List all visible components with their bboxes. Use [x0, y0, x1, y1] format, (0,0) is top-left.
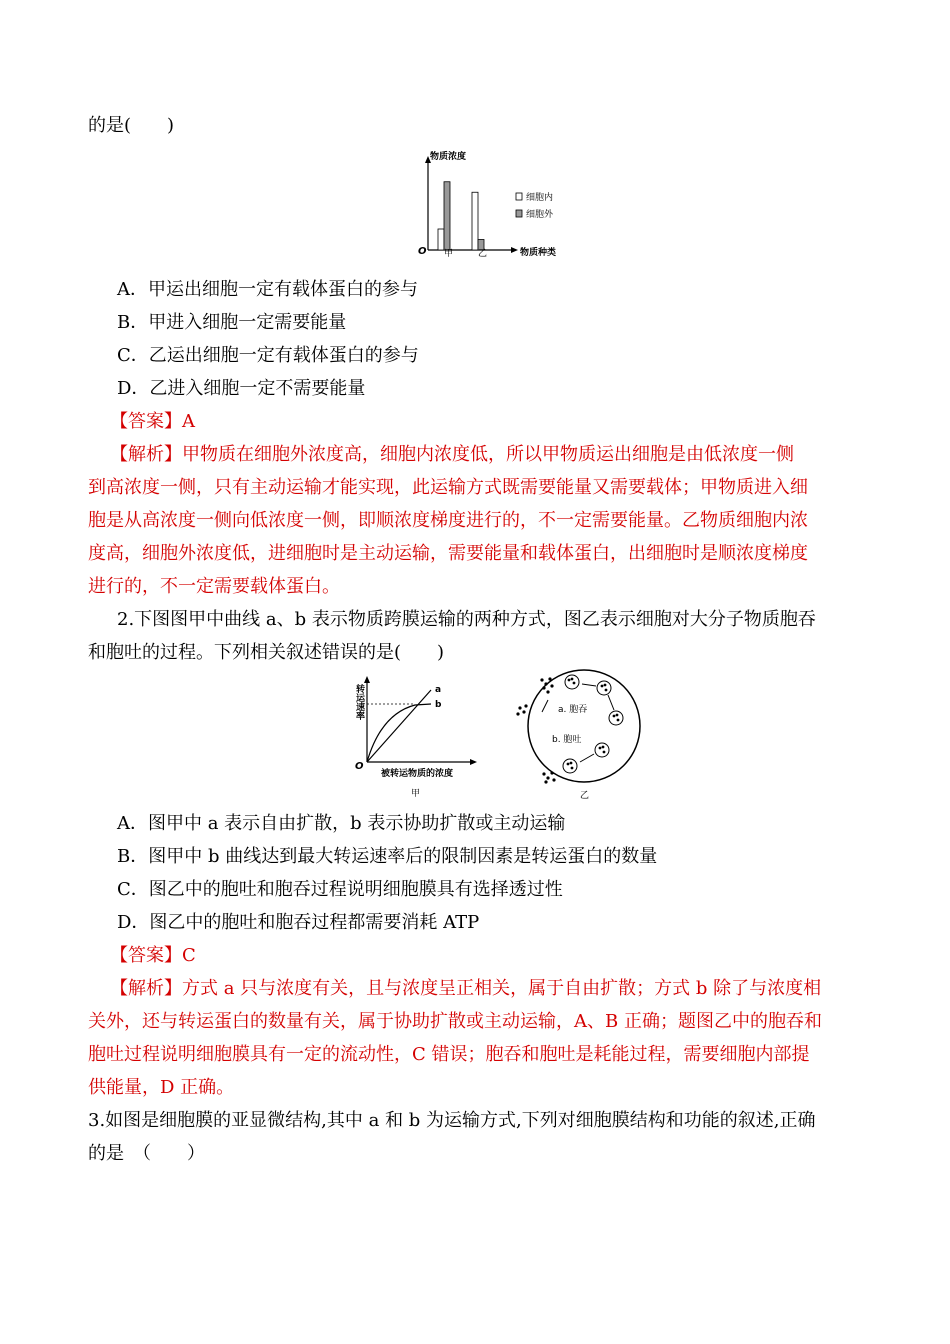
q2b-vesicle: [597, 681, 611, 695]
q2b-caption: 乙: [580, 791, 590, 801]
q2-analysis-line-1: [110, 977, 821, 1001]
q1-answer: 【答案】A: [110, 411, 195, 432]
q1-analysis-line-2: 到高浓度一侧，只有主动运输才能实现，此运输方式既需要能量又需要载体；甲物质进入细: [88, 477, 808, 498]
q2-analysis-text-1: 方式 a 只与浓度有关，且与浓度呈正相关，属于自由扩散；方式 b 除了与浓度相: [182, 978, 822, 999]
q2-stem-line-1: 2.下图图甲中曲线 a、b 表示物质跨膜运输的两种方式，图乙表示细胞对大分子物质胞吞: [117, 609, 816, 630]
q2b-arrow: [608, 695, 614, 710]
q1-analysis-text-1: 甲物质在细胞外浓度高，细胞内浓度低，所以甲物质运出细胞是由低浓度一侧: [182, 444, 794, 465]
q1-analysis-line-1: [110, 443, 794, 467]
q1-option-b: B．甲进入细胞一定需要能量: [117, 312, 347, 333]
q2a-label-b: b: [435, 700, 442, 710]
q1-option-d: D．乙进入细胞一定不需要能量: [117, 378, 366, 399]
q1-option-a: A．甲运出细胞一定有载体蛋白的参与: [117, 279, 418, 300]
q2-option-c: C．图乙中的胞吐和胞吞过程说明细胞膜具有选择透过性: [117, 879, 563, 900]
q1-legend-inside: 细胞内: [526, 193, 554, 203]
q3-stem-line-2: 的是 （ ）: [88, 1143, 205, 1164]
q2-stem-line-2: 和胞吐的过程。下列相关叙述错误的是( ): [88, 642, 445, 663]
q2-analysis-line-2: 关外，还与转运蛋白的数量有关，属于协助扩散或主动运输，A、B 正确；题图乙中的胞吞和: [88, 1011, 822, 1032]
q1-legend-swatch-inside: [516, 193, 522, 200]
q2-analysis-label: 【解析】: [110, 978, 182, 999]
q1-x-arrow: [511, 247, 518, 253]
q2-analysis-line-4: 供能量，D 正确。: [88, 1077, 235, 1098]
q2b-vesicle: [565, 675, 579, 689]
q2b-arrow: [582, 684, 596, 686]
q1-option-c: C．乙运出细胞一定有载体蛋白的参与: [117, 345, 419, 366]
q2b-label-b: b. 胞吐: [552, 735, 582, 745]
q1-bar-甲-细胞外: [444, 182, 450, 250]
q2a-x-arrow: [470, 759, 477, 765]
q2a-curve-b: [367, 704, 431, 762]
q3-stem-line-1: 3.如图是细胞膜的亚显微结构,其中 a 和 b 为运输方式,下列对细胞膜结构和功能的叙述,正确: [88, 1110, 816, 1131]
q1-analysis-label: 【解析】: [110, 444, 182, 465]
q1-stem-tail: 的是( ): [88, 115, 175, 136]
q2b-arrow: [542, 700, 548, 712]
q1-cat-label-1: 乙: [478, 249, 488, 259]
q2-analysis-line-3: 胞吐过程说明细胞膜具有一定的流动性，C 错误；胞吞和胞吐是耗能过程，需要细胞内部提: [88, 1044, 810, 1065]
q1-origin: O: [418, 246, 427, 257]
q2a-label-a: a: [435, 685, 442, 695]
q1-y-label: 物质浓度: [430, 152, 467, 162]
q1-legend-swatch-outside: [516, 210, 522, 217]
q2a-origin: O: [355, 761, 364, 772]
q2b-vesicle: [595, 743, 609, 757]
q2a-curve-a: [367, 690, 431, 762]
q2b-arrow: [580, 754, 594, 762]
q2b-vesicle: [563, 759, 577, 773]
q2-figure-a: [345, 672, 485, 802]
q1-legend-outside: 细胞外: [526, 210, 554, 220]
q2-answer: 【答案】C: [110, 945, 196, 966]
q2b-label-a: a. 胞吞: [558, 705, 588, 715]
q1-analysis-line-4: 度高，细胞外浓度低，进细胞时是主动运输，需要能量和载体蛋白，出细胞时是顺浓度梯度: [88, 543, 808, 564]
q1-analysis-line-3: 胞是从高浓度一侧向低浓度一侧，即顺浓度梯度进行的，不一定需要能量。乙物质细胞内浓: [88, 510, 808, 531]
q1-bar-乙-细胞内: [472, 192, 478, 250]
q1-bar-chart: [412, 150, 572, 260]
q2-option-d: D．图乙中的胞吐和胞吞过程都需要消耗 ATP: [117, 912, 480, 933]
q2-option-a: A．图甲中 a 表示自由扩散，b 表示协助扩散或主动运输: [117, 813, 566, 834]
q2a-x-label: 被转运物质的浓度: [381, 769, 454, 779]
q1-analysis-line-5: 进行的，不一定需要载体蛋白。: [88, 576, 340, 597]
q1-cat-label-0: 甲: [444, 249, 454, 259]
q2-option-b: B．图甲中 b 曲线达到最大转运速率后的限制因素是转运蛋白的数量: [117, 846, 658, 867]
q2a-y-label: 转运速率: [354, 684, 364, 720]
q2a-caption: 甲: [411, 789, 421, 799]
q1-x-label: 物质种类: [520, 248, 557, 258]
q2-figure-b: [508, 668, 648, 802]
q1-bar-甲-细胞内: [438, 229, 444, 250]
q2a-y-arrow: [364, 676, 370, 683]
q2b-vesicle: [609, 711, 623, 725]
